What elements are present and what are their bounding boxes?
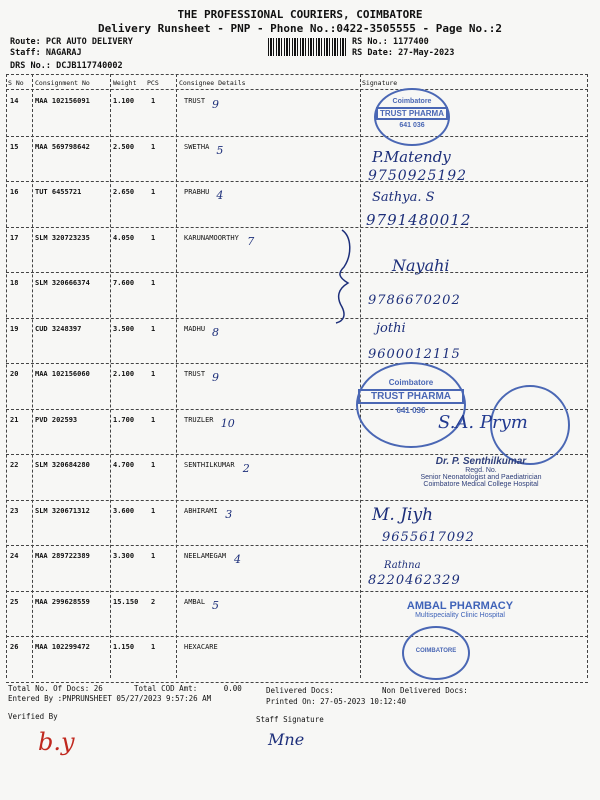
rs-date-label: RS Date:: [352, 48, 393, 58]
row-consignee: AMBAL: [184, 598, 206, 606]
row-divider: [6, 181, 588, 182]
handwritten-signature: jothi: [376, 321, 406, 336]
handwritten-phone: 9791480012: [366, 211, 472, 229]
row-pcs: 1: [151, 234, 156, 242]
row-consignee: TRUST: [184, 97, 206, 105]
row-sno: 19: [10, 325, 19, 333]
staff-value: NAGARAJ: [45, 48, 82, 58]
route-label: Route:: [10, 37, 41, 47]
row-consignment-no: SLM 320671312: [35, 507, 90, 515]
row-consignment-no: SLM 320666374: [35, 279, 90, 287]
handwritten-number: 4: [216, 189, 224, 202]
row-consignment-no: MAA 102156060: [35, 370, 90, 378]
row-consignee: TRUZLER: [184, 416, 214, 424]
row-pcs: 1: [151, 643, 156, 651]
row-divider: [6, 591, 588, 592]
stamp-code: 641 036: [399, 122, 425, 129]
row-weight: 1.150: [113, 643, 135, 651]
row-consignment-no: MAA 569798642: [35, 143, 90, 151]
table-top-rule: [6, 74, 588, 75]
row-weight: 7.600: [113, 279, 135, 287]
row-sno: 16: [10, 188, 19, 196]
total-docs-label: Total No. Of Docs:: [8, 684, 90, 693]
row-weight: 4.050: [113, 234, 135, 242]
row-pcs: 1: [151, 188, 156, 196]
handwritten-phone: 9655617092: [382, 530, 475, 545]
row-consignee: SENTHILKUMAR: [184, 461, 235, 469]
col-header-consignment: Consignment No: [35, 79, 90, 87]
row-divider: [6, 500, 588, 501]
handwritten-signature: Nayahi: [392, 256, 450, 275]
stamp-city: Coimbatore: [392, 98, 432, 105]
delivered-docs-label: Delivered Docs:: [266, 686, 334, 695]
drs-line: [10, 61, 123, 71]
row-consignee: ABHIRAMI: [184, 507, 218, 515]
row-sno: 18: [10, 279, 19, 287]
row-consignee: SWETHA: [184, 143, 210, 151]
staff-signature: Mne: [268, 730, 305, 749]
row-pcs: 1: [151, 325, 156, 333]
col-divider: [176, 74, 177, 678]
handwritten-number: 5: [212, 599, 219, 612]
row-sno: 26: [10, 643, 19, 651]
drs-label: DRS No.:: [10, 61, 51, 71]
row-sno: 24: [10, 552, 19, 560]
total-docs-value: 26: [93, 684, 103, 693]
row-divider: [6, 318, 588, 319]
handwritten-signature: P.Matendy: [372, 148, 451, 166]
row-weight: 1.700: [113, 416, 135, 424]
staff-line: [10, 48, 82, 58]
total-cod: [134, 684, 242, 693]
non-delivered-docs-label: Non Delivered Docs:: [382, 686, 468, 695]
row-weight: 2.100: [113, 370, 135, 378]
row-divider: [6, 136, 588, 137]
row-pcs: 2: [151, 598, 156, 606]
rs-no-value: 1177400: [392, 37, 429, 47]
row-sno: 15: [10, 143, 19, 151]
handwritten-phone: 9600012115: [368, 347, 461, 362]
total-cod-value: 0.00: [223, 684, 242, 693]
row-pcs: 1: [151, 507, 156, 515]
row-weight: 2.500: [113, 143, 135, 151]
handwritten-number: 9: [212, 371, 219, 384]
row-consignment-no: PVD 202593: [35, 416, 78, 424]
doctor-stamp: [376, 456, 586, 488]
trust-pharma-stamp: [374, 88, 450, 146]
drs-value: DCJB117740002: [56, 61, 123, 71]
handwritten-number: 7: [247, 235, 255, 248]
table-border-left: [6, 74, 7, 678]
trust-pharma-stamp: [356, 362, 466, 448]
row-weight: 15.150: [113, 598, 139, 606]
row-consignment-no: MAA 102299472: [35, 643, 90, 651]
doctor-hospital: Coimbatore Medical College Hospital: [423, 481, 539, 488]
stamp-city: COIMBATORE: [415, 648, 457, 654]
stamp-name: TRUST PHARMA: [376, 107, 448, 120]
ambal-round-stamp: [402, 626, 470, 680]
row-sno: 14: [10, 97, 19, 105]
handwritten-number: 9: [212, 98, 219, 111]
total-docs: [8, 684, 103, 693]
row-consignee: KARUNAMOORTHY: [184, 234, 239, 242]
row-consignment-no: SLM 320723235: [35, 234, 90, 242]
col-header-sno: S No: [8, 79, 24, 87]
handwritten-signature: Sathya. S: [372, 190, 435, 205]
doctor-name: Dr. P. Senthilkumar: [435, 456, 527, 467]
col-header-weight: Weight: [113, 79, 137, 87]
row-pcs: 1: [151, 461, 156, 469]
company-title: THE PROFESSIONAL COURIERS, COIMBATORE: [177, 8, 423, 21]
runsheet-subtitle: Delivery Runsheet - PNP - Phone No.:0422-3505555 - Page No.:2: [98, 22, 502, 35]
row-consignee: MADHU: [184, 325, 206, 333]
rs-date-line: [352, 48, 454, 58]
row-consignee: HEXACARE: [184, 643, 218, 651]
handwritten-number: 8: [212, 326, 219, 339]
route-line: [10, 37, 133, 47]
row-weight: 2.650: [113, 188, 135, 196]
row-divider: [6, 363, 588, 364]
staff-label: Staff:: [10, 48, 41, 58]
stamp-code: 641 036: [396, 406, 426, 415]
printed-on: Printed On: 27-05-2023 10:12:40: [266, 697, 406, 706]
handwritten-signature: S.A. Prym: [438, 412, 528, 433]
col-header-consignee: Consignee Details: [179, 79, 246, 87]
row-sno: 21: [10, 416, 19, 424]
col-divider: [32, 74, 33, 678]
row-weight: 3.300: [113, 552, 135, 560]
handwritten-phone: 8220462329: [368, 573, 461, 588]
stamp-city: Coimbatore: [388, 378, 434, 387]
row-consignment-no: MAA 289722389: [35, 552, 90, 560]
row-pcs: 1: [151, 97, 156, 105]
verified-by-label: Verified By: [8, 712, 58, 721]
staff-signature-label: Staff Signature: [256, 715, 324, 724]
row-consignee: TRUST: [184, 370, 206, 378]
row-divider: [6, 227, 588, 228]
handwritten-number: 4: [234, 553, 241, 566]
handwritten-number: 10: [220, 417, 235, 430]
ambal-pharmacy-stamp: [390, 600, 530, 619]
row-pcs: 1: [151, 552, 156, 560]
handwritten-signature: M. Jiyh: [372, 505, 434, 525]
col-divider: [110, 74, 111, 678]
handwritten-number: 5: [216, 144, 224, 157]
row-consignment-no: MAA 102156091: [35, 97, 90, 105]
table-border-right: [587, 74, 588, 678]
entered-by: Entered By :PNPRUNSHEET 05/27/2023 9:57:26 AM: [8, 694, 212, 703]
rs-date-value: 27-May-2023: [398, 48, 455, 58]
handwritten-signature: Rathna: [384, 560, 421, 571]
row-sno: 25: [10, 598, 19, 606]
row-divider: [6, 454, 588, 455]
row-pcs: 1: [151, 279, 156, 287]
row-pcs: 1: [151, 143, 156, 151]
handwritten-number: 2: [242, 462, 250, 475]
row-sno: 23: [10, 507, 19, 515]
row-divider: [6, 682, 588, 683]
row-sno: 20: [10, 370, 19, 378]
row-pcs: 1: [151, 370, 156, 378]
col-divider: [360, 74, 361, 678]
handwritten-phone: 9786670202: [368, 293, 461, 308]
table-header-rule: [6, 89, 588, 90]
col-header-pcs: PCS: [147, 79, 159, 87]
row-consignee: NEELAMEGAM: [184, 552, 227, 560]
barcode: [268, 38, 348, 56]
total-cod-label: Total COD Amt:: [134, 684, 198, 693]
row-consignee: PRABHU: [184, 188, 210, 196]
col-header-signature: Signature: [362, 79, 398, 87]
ambal-sub: Multispeciality Clinic Hospital: [415, 612, 505, 619]
row-weight: 4.700: [113, 461, 135, 469]
handwritten-phone: 9750925192: [368, 168, 468, 184]
rs-no-label: RS No.:: [352, 37, 388, 47]
verified-initials: b.y: [38, 728, 75, 756]
handwritten-number: 3: [225, 508, 233, 521]
doctor-reg: Regd. No.: [465, 467, 497, 474]
row-pcs: 1: [151, 416, 156, 424]
doctor-title: Senior Neonatologist and Paediatrician: [420, 474, 542, 481]
row-weight: 1.100: [113, 97, 135, 105]
row-consignment-no: TUT 6455721: [35, 188, 82, 196]
ambal-name: AMBAL PHARMACY: [406, 600, 514, 612]
row-consignment-no: CUD 3248397: [35, 325, 82, 333]
row-sno: 17: [10, 234, 19, 242]
row-divider: [6, 272, 588, 273]
stamp-name: TRUST PHARMA: [358, 389, 464, 404]
brace-mark: [330, 225, 360, 325]
rs-no-line: [352, 37, 429, 47]
row-divider: [6, 545, 588, 546]
row-consignment-no: MAA 299628559: [35, 598, 90, 606]
row-divider: [6, 636, 588, 637]
row-consignment-no: SLM 320684280: [35, 461, 90, 469]
row-weight: 3.500: [113, 325, 135, 333]
route-value: PCR AUTO DELIVERY: [45, 37, 133, 47]
row-sno: 22: [10, 461, 19, 469]
row-weight: 3.600: [113, 507, 135, 515]
